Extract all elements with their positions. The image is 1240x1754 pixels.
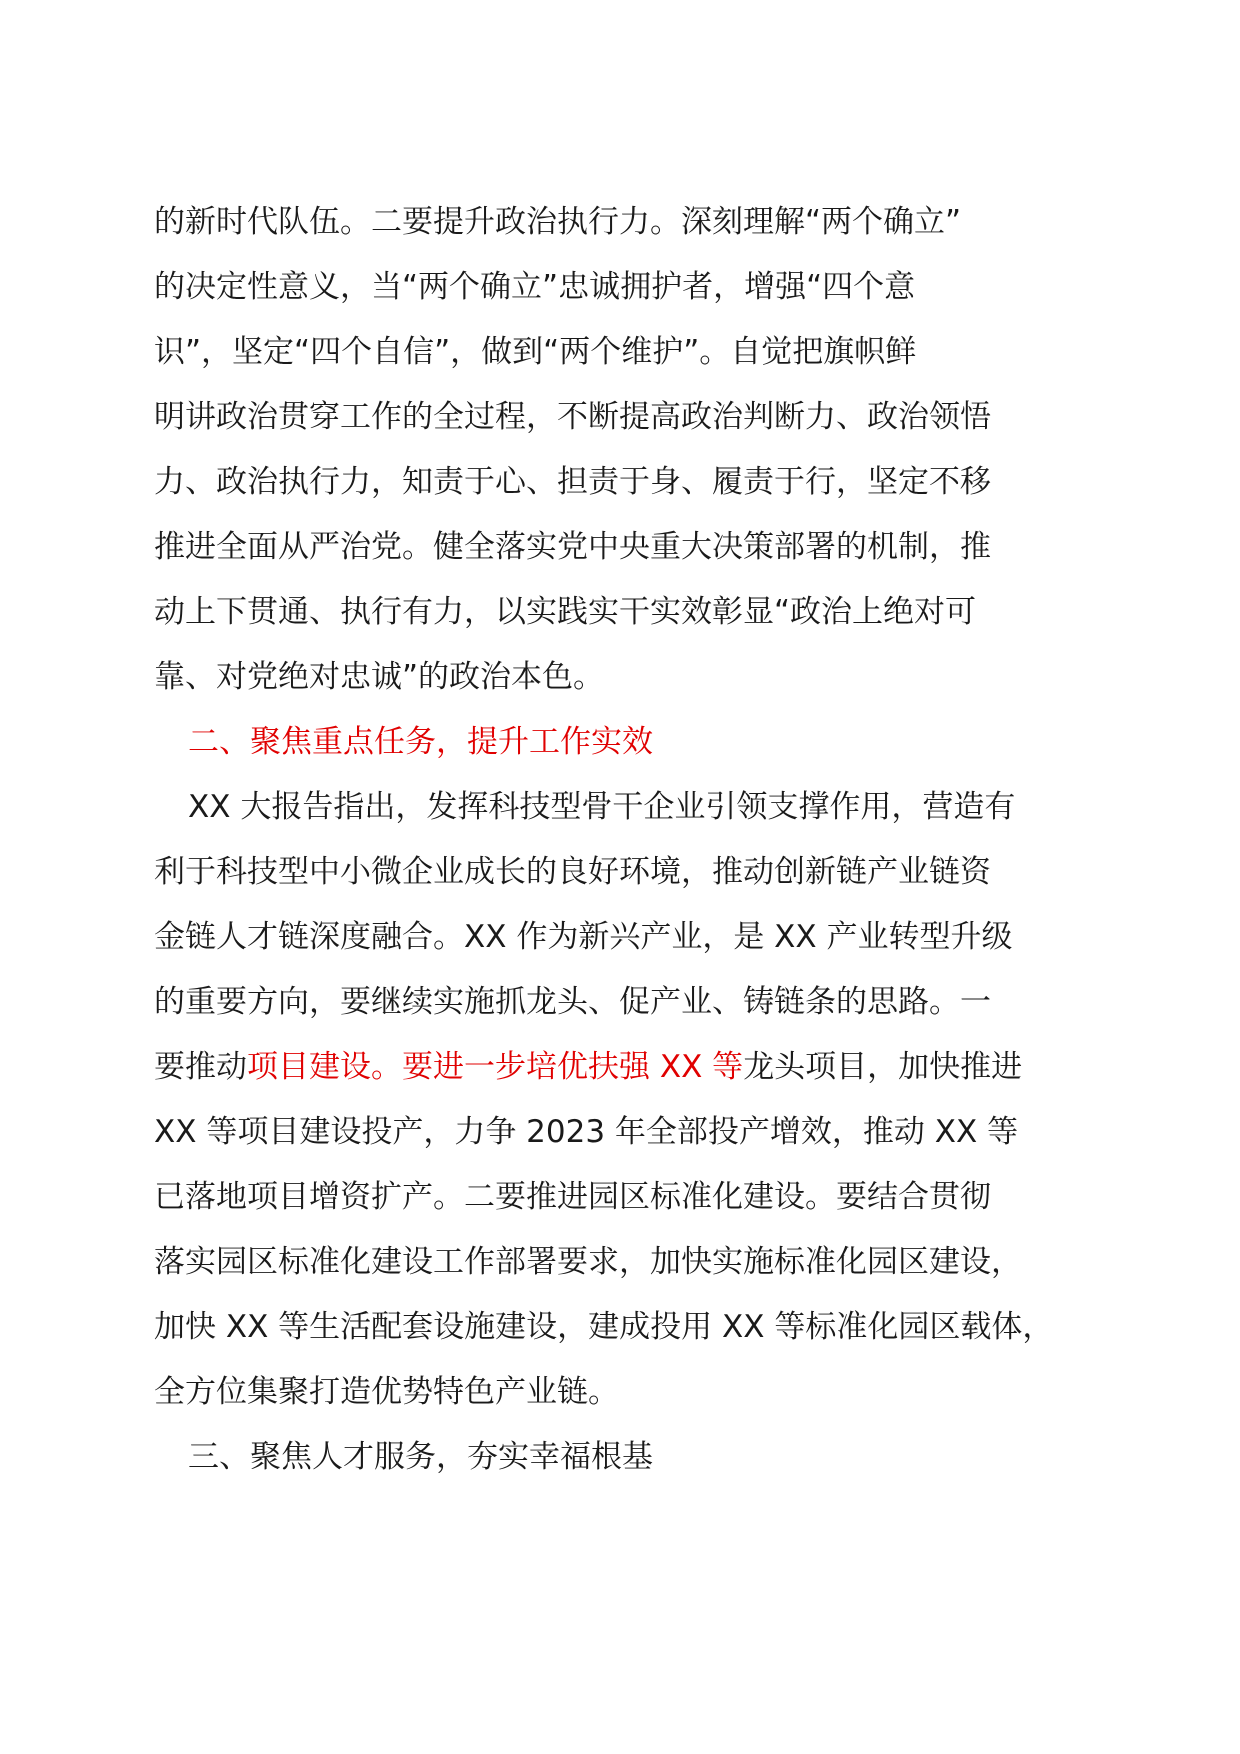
text-segment: 要推动 (154, 1049, 247, 1085)
paragraph-line: XX 大报告指出，发挥科技型骨干企业引领支撑作用，营造有 (188, 789, 1016, 825)
text-segment: 龙头项目，加快推进 (743, 1049, 1023, 1085)
paragraph-line: 金链人才链深度融合。XX 作为新兴产业，是 XX 产业转型升级 (154, 919, 1013, 955)
paragraph-political-execution (154, 190, 1114, 1490)
paragraph-line: 加快 XX 等生活配套设施建设，建成投用 XX 等标准化园区载体， (154, 1309, 1054, 1345)
paragraph-line: 全方位集聚打造优势特色产业链。 (154, 1374, 619, 1410)
paragraph-line: 利于科技型中小微企业成长的良好环境，推动创新链产业链资 (154, 854, 991, 890)
paragraph-line: 已落地项目增资扩产。二要推进园区标准化建设。要结合贯彻 (154, 1179, 991, 1215)
paragraph-line-highlighted (154, 1035, 1114, 1100)
section-heading-2: 二、聚焦重点任务，提升工作实效 (188, 724, 653, 760)
paragraph-line: 明讲政治贯穿工作的全过程，不断提高政治判断力、政治领悟 (154, 399, 991, 435)
paragraph-line: 识”，坚定“四个自信”，做到“两个维护”。自觉把旗帜鲜 (154, 334, 917, 370)
paragraph-line: 力、政治执行力，知责于心、担责于身、履责于行，坚定不移 (154, 464, 991, 500)
paragraph-line: 靠、对党绝对忠诚”的政治本色。 (154, 659, 605, 695)
section-heading-3: 三、聚焦人才服务，夯实幸福根基 (188, 1439, 653, 1475)
paragraph-line: 的重要方向，要继续实施抓龙头、促产业、铸链条的思路。一 (154, 984, 991, 1020)
paragraph-line: 推进全面从严治党。健全落实党中央重大决策部署的机制，推 (154, 529, 991, 565)
paragraph-line: 动上下贯通、执行有力，以实践实干实效彰显“政治上绝对可 (154, 594, 977, 630)
paragraph-line: 的新时代队伍。二要提升政治执行力。深刻理解“两个确立” (154, 204, 962, 240)
paragraph-line: XX 等项目建设投产，力争 2023 年全部投产增效，推动 XX 等 (154, 1114, 1019, 1150)
paragraph-line: 落实园区标准化建设工作部署要求，加快实施标准化园区建设， (154, 1244, 1022, 1280)
highlighted-text: 项目建设。要进一步培优扶强 XX 等 (247, 1049, 744, 1085)
paragraph-line: 的决定性意义，当“两个确立”忠诚拥护者，增强“四个意 (154, 269, 916, 305)
